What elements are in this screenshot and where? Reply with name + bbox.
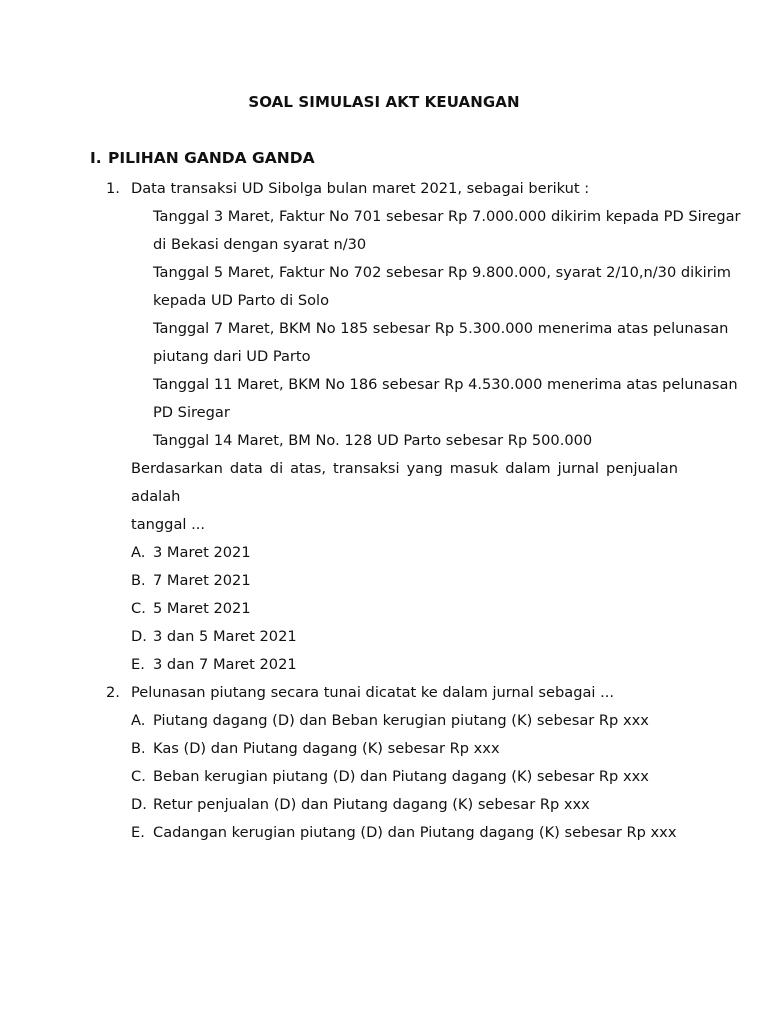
question-2-stem (106, 679, 678, 707)
option-letter: C. (131, 768, 146, 785)
transaction-line: piutang dari UD Parto (153, 348, 311, 365)
answer-option (106, 595, 678, 623)
option-letter: E. (131, 824, 145, 841)
option-letter: B. (131, 572, 146, 589)
question-2-number: 2. (106, 684, 120, 701)
option-text: Piutang dagang (D) dan Beban kerugian piutang (K) sebesar Rp xxx (153, 712, 649, 729)
question-1-number: 1. (106, 180, 120, 197)
answer-option (106, 651, 678, 679)
transaction-line: di Bekasi dengan syarat n/30 (153, 236, 367, 253)
transaction-line: Tanggal 7 Maret, BKM No 185 sebesar Rp 5.300.000 menerima atas pelunasan (153, 320, 729, 337)
transaction-line: Tanggal 5 Maret, Faktur No 702 sebesar Rp 9.800.000, syarat 2/10,n/30 dikirim (153, 264, 731, 281)
transaction-line: PD Siregar (153, 404, 230, 421)
transaction-line: Tanggal 14 Maret, BM No. 128 UD Parto sebesar Rp 500.000 (153, 432, 593, 449)
answer-option (106, 763, 678, 791)
option-text: 3 dan 7 Maret 2021 (153, 656, 297, 673)
option-text: Cadangan kerugian piutang (D) dan Piutang dagang (K) sebesar Rp xxx (153, 824, 677, 841)
document-title: SOAL SIMULASI AKT KEUANGAN (248, 93, 520, 111)
question-2 (106, 679, 678, 847)
answer-option (106, 791, 678, 819)
answer-option (106, 623, 678, 651)
option-text: Kas (D) dan Piutang dagang (K) sebesar Rp xxx (153, 740, 500, 757)
answer-option (106, 567, 678, 595)
answer-option (106, 539, 678, 567)
option-letter: D. (131, 796, 147, 813)
option-letter: D. (131, 628, 147, 645)
option-text: Beban kerugian piutang (D) dan Piutang dagang (K) sebesar Rp xxx (153, 768, 649, 785)
transaction-line: Tanggal 3 Maret, Faktur No 701 sebesar Rp 7.000.000 dikirim kepada PD Siregar (153, 208, 741, 225)
option-text: 3 dan 5 Maret 2021 (153, 628, 297, 645)
transaction-line: Tanggal 11 Maret, BKM No 186 sebesar Rp 4.530.000 menerima atas pelunasan (153, 376, 738, 393)
answer-option (106, 735, 678, 763)
option-text: Retur penjualan (D) dan Piutang dagang (K) sebesar Rp xxx (153, 796, 590, 813)
question-1 (106, 175, 741, 679)
option-text: 3 Maret 2021 (153, 544, 251, 561)
question-1-text: Data transaksi UD Sibolga bulan maret 2021, sebagai berikut : (131, 180, 590, 197)
option-letter: B. (131, 740, 146, 757)
answer-option (106, 819, 678, 847)
option-letter: E. (131, 656, 145, 673)
question-2-text: Pelunasan piutang secara tunai dicatat ke dalam jurnal sebagai ... (131, 684, 615, 701)
option-text: 7 Maret 2021 (153, 572, 251, 589)
question-1-stem (106, 175, 678, 203)
section-title: PILIHAN GANDA GANDA (108, 149, 315, 167)
section-number: I. (90, 149, 102, 167)
answer-option (106, 707, 678, 735)
option-letter: A. (131, 712, 146, 729)
option-text: 5 Maret 2021 (153, 600, 251, 617)
option-letter: C. (131, 600, 146, 617)
option-letter: A. (131, 544, 146, 561)
question-1-prompt-line-1: Berdasarkan data di atas, transaksi yang masuk dalam jurnal penjualan adalah (131, 460, 678, 505)
section-heading (90, 149, 315, 167)
question-1-prompt-line-2: tanggal ... (131, 516, 205, 533)
transaction-line: kepada UD Parto di Solo (153, 292, 330, 309)
